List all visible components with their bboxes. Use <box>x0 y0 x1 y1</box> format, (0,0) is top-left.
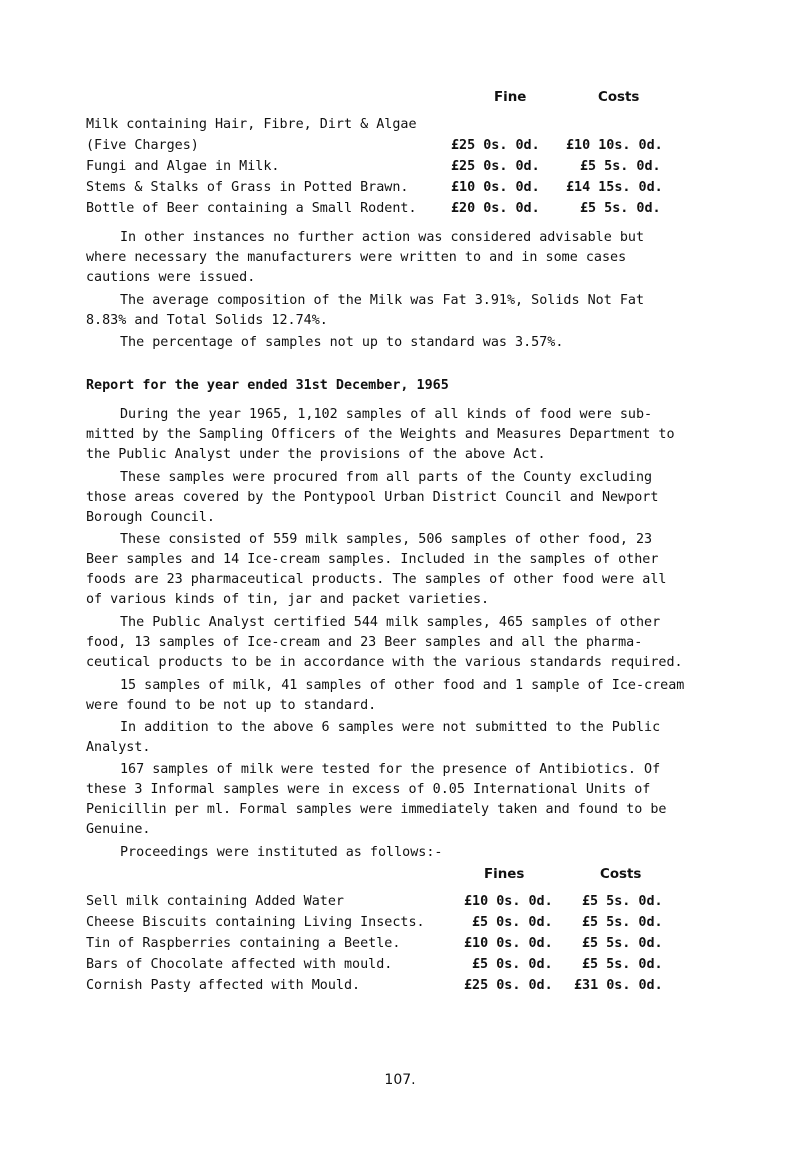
table1-item: (Five Charges) <box>86 138 199 153</box>
table2-row <box>86 913 686 933</box>
table2-item: Cheese Biscuits containing Living Insects. <box>86 915 425 930</box>
paragraph-text: In addition to the above 6 samples were not submitted to the Public Analyst. <box>86 720 661 755</box>
table2-item: Cornish Pasty affected with Mould. <box>86 978 361 993</box>
paragraph-text: In other instances no further action was considered advisable but where necessary the manufacturers were written to and in some cases cautions were issued. <box>86 230 645 285</box>
table2-costs: £31 0s. 0d. <box>574 978 663 993</box>
paragraph <box>86 676 686 716</box>
paragraph <box>86 333 686 353</box>
table2-fine: £5 0s. 0d. <box>472 957 553 972</box>
table2-costs: £5 5s. 0d. <box>582 957 663 972</box>
report-heading: Report for the year ended 31st December, 1965 <box>86 378 449 393</box>
table2-fine: £5 0s. 0d. <box>472 915 553 930</box>
paragraph-text: These consisted of 559 milk samples, 506 samples of other food, 23 Beer samples and 14 Ice-cream samples. Included in the samples of other foods are 23 pharmaceutical products. The samples of other food were all of various kinds of tin, jar and packet varieties. <box>86 532 667 607</box>
table1-row <box>86 199 686 219</box>
table2-item: Sell milk containing Added Water <box>86 894 344 909</box>
table1-row <box>86 115 686 135</box>
table2-costs: £5 5s. 0d. <box>582 915 663 930</box>
table1-item: Milk containing Hair, Fibre, Dirt & Algae <box>86 117 417 132</box>
paragraph-text: 167 samples of milk were tested for the presence of Antibiotics. Of these 3 Informal samples were in excess of 0.05 International Units of Penicillin per ml. Formal samples were immediately taken and found to be Genuine. <box>86 762 667 837</box>
table1-costs: £5 5s. 0d. <box>580 201 661 216</box>
table2-fine: £10 0s. 0d. <box>464 936 553 951</box>
table2-row <box>86 955 686 975</box>
paragraph-text: The percentage of samples not up to standard was 3.57%. <box>120 335 564 350</box>
table1-costs: £14 15s. 0d. <box>566 180 663 195</box>
paragraph-text: The average composition of the Milk was Fat 3.91%, Solids Not Fat 8.83% and Total Solids 12.74%. <box>86 293 645 328</box>
paragraph <box>86 228 686 288</box>
proceedings-intro: Proceedings were instituted as follows:- <box>120 845 443 860</box>
table1-item: Bottle of Beer containing a Small Rodent. <box>86 201 417 216</box>
table1-item: Stems & Stalks of Grass in Potted Brawn. <box>86 180 409 195</box>
table1-item: Fungi and Algae in Milk. <box>86 159 280 174</box>
table2-row <box>86 976 686 996</box>
table1-costs: £10 10s. 0d. <box>566 138 663 153</box>
table1-header-costs: Costs <box>598 90 640 105</box>
table2-row <box>86 892 686 912</box>
paragraph <box>86 530 686 610</box>
paragraph <box>86 718 686 758</box>
table2-item: Tin of Raspberries containing a Beetle. <box>86 936 401 951</box>
page-number: 107. <box>384 1072 416 1088</box>
table1-fine: £20 0s. 0d. <box>451 201 540 216</box>
paragraph-text: 15 samples of milk, 41 samples of other food and 1 sample of Ice-cream were found to be not up to standard. <box>86 678 685 713</box>
paragraph-text: During the year 1965, 1,102 samples of all kinds of food were sub-mitted by the Sampling Officers of the Weights and Measures Department to the Public Analyst under the provisions of the above Act. <box>86 407 675 462</box>
table2-costs: £5 5s. 0d. <box>582 894 663 909</box>
paragraph <box>86 468 686 528</box>
table1-header-fine: Fine <box>494 90 527 105</box>
table2-fine: £25 0s. 0d. <box>464 978 553 993</box>
paragraph <box>86 405 686 465</box>
table1-row <box>86 136 686 156</box>
table1-row <box>86 178 686 198</box>
table1-fine: £25 0s. 0d. <box>451 159 540 174</box>
table1-costs: £5 5s. 0d. <box>580 159 661 174</box>
table2-header-costs: Costs <box>600 867 642 882</box>
paragraph-text: The Public Analyst certified 544 milk samples, 465 samples of other food, 13 samples of Ice-cream and 23 Beer samples and all the pharma-ceutical products to be in accordance with the various standards required. <box>86 615 683 670</box>
table2-costs: £5 5s. 0d. <box>582 936 663 951</box>
table2-item: Bars of Chocolate affected with mould. <box>86 957 393 972</box>
table1-row <box>86 157 686 177</box>
paragraph <box>86 291 686 331</box>
table2-row <box>86 934 686 954</box>
table1-fine: £10 0s. 0d. <box>451 180 540 195</box>
paragraph <box>86 760 686 840</box>
table2-header-fines: Fines <box>484 867 525 882</box>
paragraph <box>86 613 686 673</box>
table1-fine: £25 0s. 0d. <box>451 138 540 153</box>
table2-fine: £10 0s. 0d. <box>464 894 553 909</box>
paragraph-text: These samples were procured from all parts of the County excluding those areas covered by the Pontypool Urban District Council and Newport Borough Council. <box>86 470 659 525</box>
